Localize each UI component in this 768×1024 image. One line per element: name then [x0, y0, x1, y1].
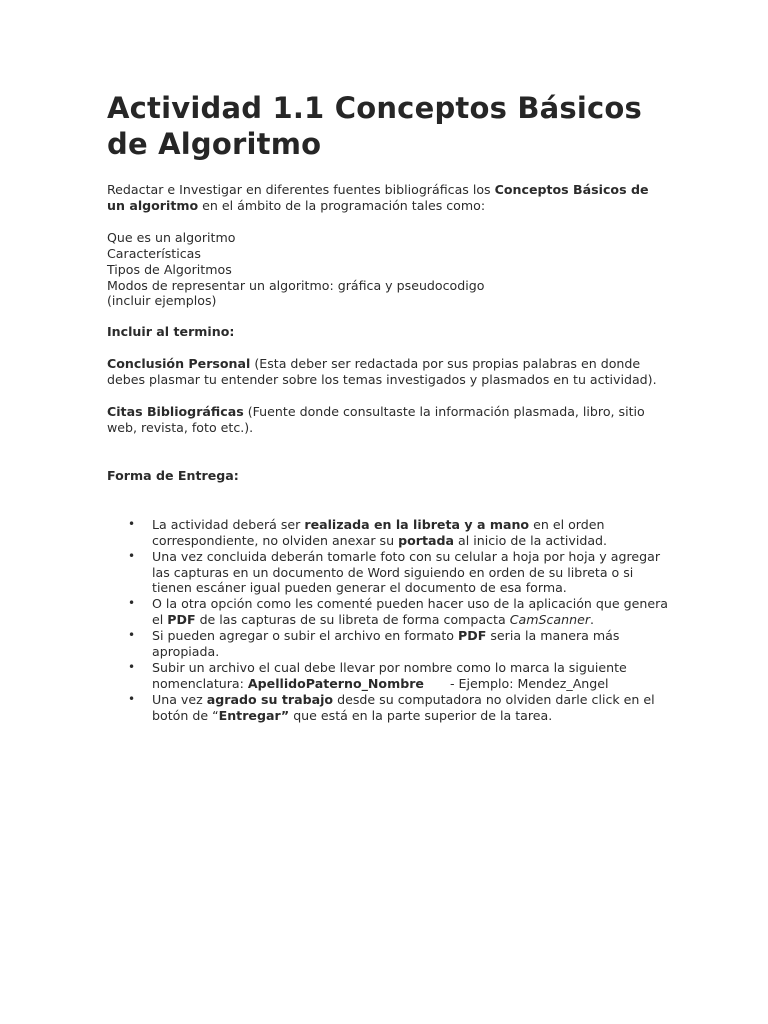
list-item	[128, 548, 672, 597]
item-text: O la otra opción como les comenté pueden hacer uso de la aplicación que genera el	[152, 596, 668, 628]
topic-item: Que es un algoritmo	[107, 229, 236, 245]
topics-list	[107, 230, 667, 310]
topic-item: (incluir ejemplos)	[107, 293, 217, 309]
item-text: al inicio de la actividad.	[454, 532, 608, 548]
list-item	[128, 628, 672, 660]
intro-text: Redactar e Investigar en diferentes fuentes bibliográficas los	[107, 182, 495, 197]
item-text: en el orden correspondiente, no olviden anexar su	[152, 516, 605, 548]
conclusion-label: Conclusión Personal	[107, 356, 251, 372]
list-item	[128, 596, 672, 628]
item-text: Subir un archivo el cual debe llevar por nombre como lo marca la siguiente nomenclatura:	[152, 659, 627, 691]
item-bold-text: portada	[398, 532, 455, 548]
intro-paragraph	[107, 182, 667, 214]
item-bold-text: Entregar”	[218, 707, 290, 723]
bullet-icon: •	[128, 691, 136, 706]
citas-text: (Fuente donde consultaste la información plasmada, libro, sitio web, revista, foto etc.).	[107, 404, 645, 435]
list-item	[128, 691, 672, 724]
item-bold-text: realizada en la libreta y a mano	[304, 516, 530, 532]
list-item	[128, 516, 672, 549]
conclusion-paragraph	[107, 356, 667, 388]
list-item	[128, 659, 672, 692]
citas-paragraph	[107, 404, 667, 436]
item-text: de las capturas de su libreta de forma compacta	[195, 612, 510, 628]
document-title: Actividad 1.1 Conceptos Básicos de Algoritmo	[107, 91, 642, 161]
incluir-heading: Incluir al termino:	[107, 324, 235, 340]
item-text: .	[590, 612, 595, 628]
topic-item: Tipos de Algoritmos	[107, 261, 232, 277]
citas-label: Citas Bibliográficas	[107, 404, 244, 420]
item-bold-text: PDF	[167, 612, 196, 628]
conclusion-text: (Esta deber ser redactada por sus propias palabras en donde debes plasmar tu entender sobre los temas investigados y plasmados en tu actividad).	[107, 356, 657, 388]
item-bold-text: PDF	[458, 628, 487, 644]
item-text: La actividad deberá ser	[152, 516, 305, 532]
bullet-icon: •	[128, 548, 136, 563]
topic-item: Características	[107, 245, 201, 261]
bullet-icon: •	[128, 596, 136, 611]
item-text: Una vez concluida deberán tomarle foto con su celular a hoja por hoja y agregar las capturas en un documento de Word siguiendo en orden de su libreta o si tienen escáner igual pueden generar el documento de esa forma.	[152, 548, 660, 596]
document-page	[107, 90, 667, 724]
bullet-icon: •	[128, 516, 136, 531]
item-text: desde su computadora no olviden darle click en el botón de “	[152, 691, 655, 723]
bullet-icon: •	[128, 628, 136, 643]
topic-item: Modos de representar un algoritmo: gráfica y pseudocodigo	[107, 277, 485, 293]
forma-entrega-heading: Forma de Entrega:	[107, 467, 239, 483]
item-text: Una vez	[152, 691, 207, 707]
item-text: Si pueden agregar o subir el archivo en formato	[152, 628, 459, 644]
item-bold-text: ApellidoPaterno_Nombre	[247, 675, 424, 691]
item-bold-text: agrado su trabajo	[206, 691, 334, 707]
item-italic-text: CamScanner	[509, 612, 591, 628]
bullet-icon: •	[128, 659, 136, 674]
item-text: que está en la parte superior de la tarea.	[289, 707, 553, 723]
intro-text-end: en el ámbito de la programación tales como:	[198, 197, 486, 213]
entrega-list	[107, 517, 672, 724]
item-text: seria la manera más apropiada.	[152, 628, 620, 660]
intro-bold-text: Conceptos Básicos de un algoritmo	[107, 182, 649, 213]
item-text: - Ejemplo: Mendez_Angel	[449, 675, 609, 691]
